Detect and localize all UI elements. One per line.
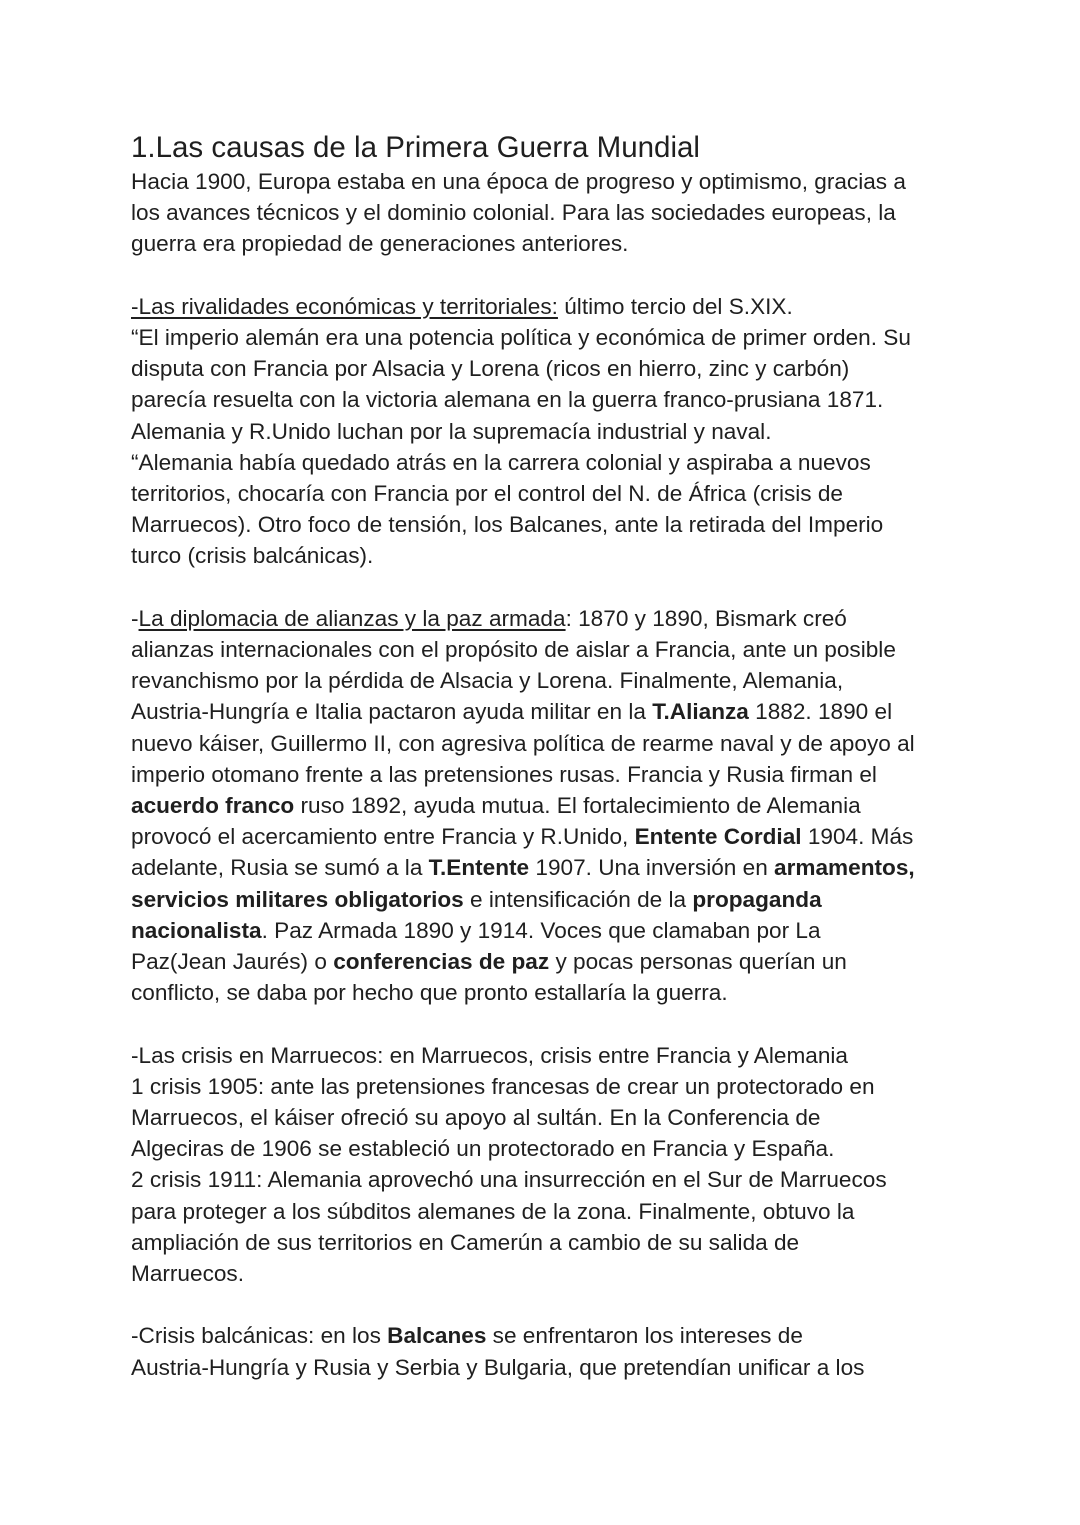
section-marruecos bbox=[131, 1040, 961, 1290]
text-line bbox=[131, 696, 961, 727]
text-line: revanchismo por la pérdida de Alsacia y Lorena. Finalmente, Alemania, bbox=[131, 668, 844, 694]
text-line: Marruecos). Otro foco de tensión, los Balcanes, ante la retirada del Imperio bbox=[131, 512, 884, 538]
page-title: 1.Las causas de la Primera Guerra Mundial bbox=[131, 131, 700, 164]
text-span: provocó el acercamiento entre Francia y R.Unido, bbox=[131, 824, 635, 850]
intro-paragraph bbox=[131, 166, 961, 260]
paragraph-gap bbox=[131, 1008, 961, 1039]
bold-term: servicios militares obligatorios bbox=[131, 886, 464, 912]
section-alianzas bbox=[131, 603, 961, 1009]
section-rivalidades bbox=[131, 291, 961, 572]
text-line: “El imperio alemán era una potencia política y económica de primer orden. Su bbox=[131, 325, 911, 350]
text-span: adelante, Rusia se sumó a la bbox=[131, 855, 429, 881]
text-span: . Paz Armada 1890 y 1914. Voces que clamaban por La bbox=[261, 917, 821, 943]
section-heading: La diplomacia de alianzas y la paz armada bbox=[138, 605, 566, 631]
bold-term: propaganda bbox=[692, 886, 822, 912]
bold-term: Balcanes bbox=[387, 1323, 487, 1349]
intro-line: los avances técnicos y el dominio colonial. Para las sociedades europeas, la bbox=[131, 200, 896, 226]
text-line bbox=[131, 946, 961, 977]
section-heading-line bbox=[131, 291, 961, 322]
text-span: y pocas personas querían un bbox=[549, 949, 847, 975]
text-line: para proteger a los súbditos alemanes de la zona. Finalmente, obtuvo la bbox=[131, 1198, 855, 1224]
text-line: Alemania y R.Unido luchan por la supremacía industrial y naval. bbox=[131, 418, 772, 444]
text-line: 1 crisis 1905: ante las pretensiones francesas de crear un protectorado en bbox=[131, 1073, 875, 1099]
text-line: disputa con Francia por Alsacia y Lorena (ricos en hierro, zinc y carbón) bbox=[131, 356, 850, 382]
text-line: “Alemania había quedado atrás en la carrera colonial y aspiraba a nuevos bbox=[131, 449, 871, 475]
paragraph-gap bbox=[131, 260, 961, 291]
section-heading-line bbox=[131, 603, 961, 634]
bold-term: nacionalista bbox=[131, 917, 262, 943]
text-span: 1904. Más bbox=[801, 824, 914, 850]
bold-term: armamentos, bbox=[774, 855, 915, 881]
text-line: turco (crisis balcánicas). bbox=[131, 543, 374, 569]
text-line bbox=[131, 852, 961, 883]
text-span: e intensificación de la bbox=[463, 886, 693, 912]
intro-line: Hacia 1900, Europa estaba en una época de progreso y optimismo, gracias a bbox=[131, 169, 906, 194]
section-heading: -Las rivalidades económicas y territoriales: bbox=[131, 293, 558, 319]
text-line: ampliación de sus territorios en Camerún a cambio de su salida de bbox=[131, 1229, 800, 1255]
text-span: Paz(Jean Jaurés) o bbox=[131, 949, 334, 975]
text-span: se enfrentaron los intereses de bbox=[486, 1323, 803, 1349]
text-span: ruso 1892, ayuda mutua. El fortalecimiento de Alemania bbox=[294, 793, 861, 819]
text-line: nuevo káiser, Guillermo II, con agresiva política de rearme naval y de apoyo al bbox=[131, 730, 915, 756]
section-heading-rest: último tercio del S.XIX. bbox=[557, 293, 793, 319]
text-span: : 1870 y 1890, Bismark creó bbox=[565, 605, 847, 631]
text-line: imperio otomano frente a las pretensiones rusas. Francia y Rusia firman el bbox=[131, 761, 877, 787]
bold-term: acuerdo franco bbox=[131, 793, 295, 819]
text-line: territorios, chocaría con Francia por el control del N. de África (crisis de bbox=[131, 481, 843, 507]
document-page bbox=[131, 130, 961, 1383]
text-line: alianzas internacionales con el propósito de aislar a Francia, ante un posible bbox=[131, 637, 896, 663]
text-line bbox=[131, 884, 961, 915]
text-span: Austria-Hungría e Italia pactaron ayuda militar en la bbox=[131, 699, 653, 725]
text-line bbox=[131, 1320, 961, 1351]
bold-term: Entente Cordial bbox=[634, 824, 802, 850]
bold-term: T.Entente bbox=[428, 855, 530, 881]
bold-term: T.Alianza bbox=[652, 699, 749, 725]
section-balcanes bbox=[131, 1320, 961, 1382]
text-line bbox=[131, 821, 961, 852]
bold-term: conferencias de paz bbox=[333, 949, 550, 975]
intro-line: guerra era propiedad de generaciones anteriores. bbox=[131, 231, 629, 257]
text-line: parecía resuelta con la victoria alemana en la guerra franco-prusiana 1871. bbox=[131, 387, 884, 413]
text-line: Algeciras de 1906 se estableció un protectorado en Francia y España. bbox=[131, 1136, 835, 1162]
text-line bbox=[131, 915, 961, 946]
text-line: 2 crisis 1911: Alemania aprovechó una insurrección en el Sur de Marruecos bbox=[131, 1167, 887, 1193]
text-line: -Las crisis en Marruecos: en Marruecos, crisis entre Francia y Alemania bbox=[131, 1042, 848, 1068]
text-line: Marruecos, el káiser ofreció su apoyo al sultán. En la Conferencia de bbox=[131, 1105, 821, 1131]
text-span: 1882. 1890 el bbox=[748, 699, 893, 725]
paragraph-gap bbox=[131, 572, 961, 603]
paragraph-gap bbox=[131, 1289, 961, 1320]
dash: - bbox=[131, 605, 139, 631]
text-line bbox=[131, 790, 961, 821]
text-line: conflicto, se daba por hecho que pronto estallaría la guerra. bbox=[131, 980, 728, 1006]
text-span: -Crisis balcánicas: en los bbox=[131, 1323, 388, 1349]
text-line: Marruecos. bbox=[131, 1261, 245, 1287]
text-span: 1907. Una inversión en bbox=[529, 855, 775, 881]
text-line: Austria-Hungría y Rusia y Serbia y Bulgaria, que pretendían unificar a los bbox=[131, 1354, 865, 1380]
